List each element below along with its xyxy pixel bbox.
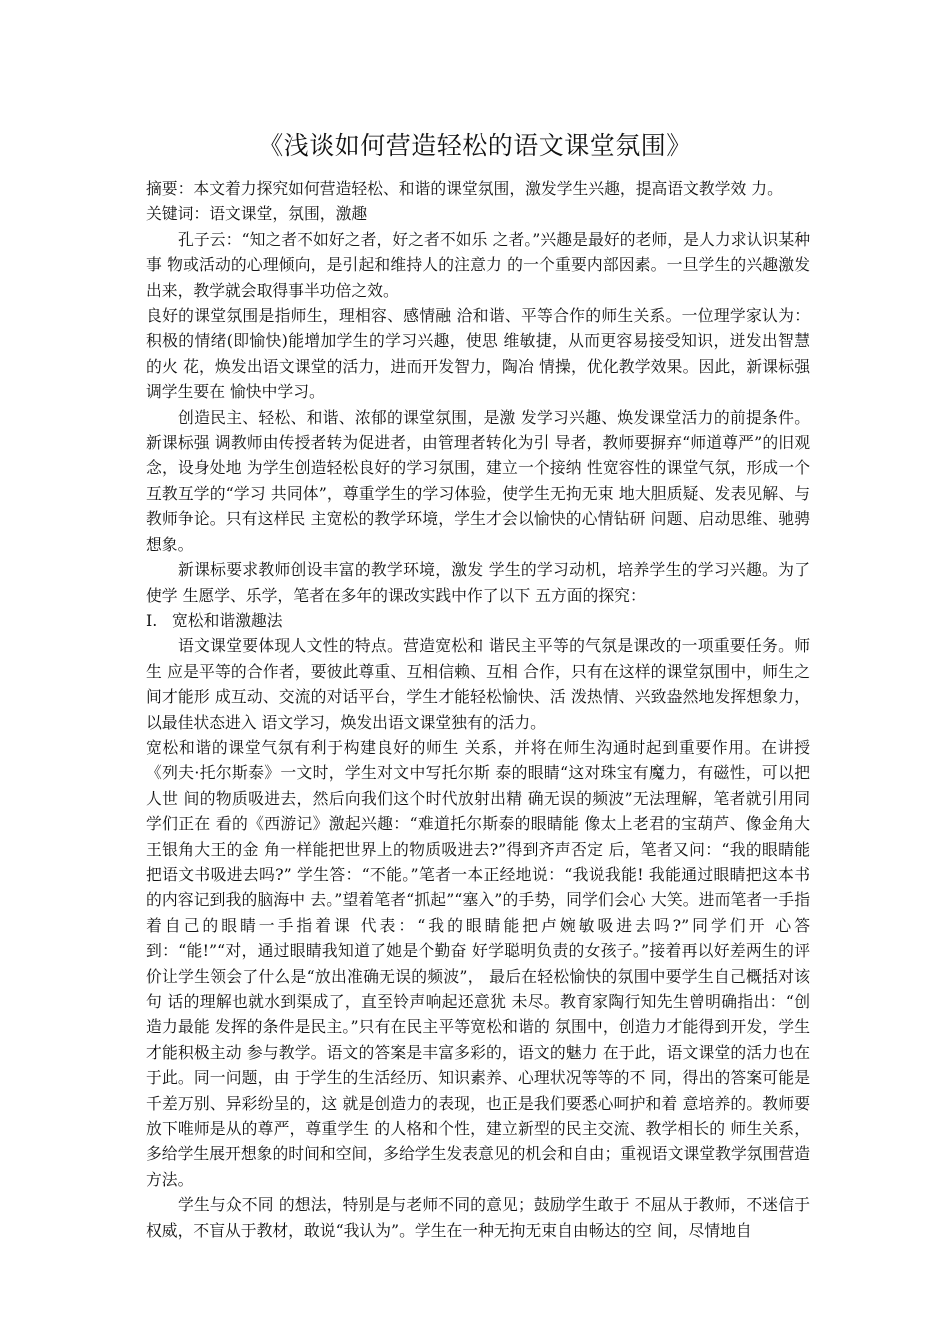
section-title: 宽松和谐激趣法 <box>172 610 283 630</box>
paragraph-5: 语文课堂要体现人文性的特点。营造宽松和 谐民主平等的气氛是课改的一项重要任务。师生 应是平等的合作者，要彼此尊重、互相信赖、互相 合作，只有在这样的课堂氛围中，师生之间才能形 成互动、交流的对话平台，学生才能轻松愉快、活 泼热情、兴致盎然地发挥想象力，以最佳状态进入 语文学习，焕发出语文课堂独有的活力。 <box>146 636 810 732</box>
abstract: 摘要：本文着力探究如何营造轻松、和谐的课堂氛围，激发学生兴趣，提高语文教学效 力。 <box>146 179 783 198</box>
keywords: 关键词：语文课堂，氛围，激趣 <box>146 204 368 224</box>
section-heading-1 <box>146 608 810 633</box>
document-title: 《浅谈如何营造轻松的语文课堂氛围》 <box>258 131 692 160</box>
paragraph-6: 宽松和谐的课堂气氛有利于构建良好的师生 关系，并将在师生沟通时起到重要作用。在讲授《列夫·托尔斯泰》一文时，学生对文中写托尔斯 泰的眼睛“这对珠宝有魔力，有磁性，可以把人世 间的物质吸进去，然后向我们这个时代放射出精 确无误的频波”无法理解，笔者就引用同学们正在 看的《西游记》激起兴趣：“难道托尔斯泰的眼睛能 像太上老君的宝葫芦、像金角大王银角大王的金 角一样能把世界上的物质吸进去?”得到齐声否定 后，笔者又问：“我的眼睛能把语文书吸进去吗?” 学生答：“不能。”笔者一本正经地说：“我说我能! 我能通过眼睛把这本书的内容记到我的脑海中 去。”望着笔者“抓起”“塞入”的手势，同学们会心 大笑。进而笔者一手指着自己的眼睛一手指着课 代表：“我的眼睛能把卢婉敏吸进去吗?”同学们开 心答到：“能!”“对，通过眼睛我知道了她是个勤奋 好学聪明负责的女孩子。”接着再以好差两生的评 价让学生领会了什么是“放出准确无误的频波”， 最后在轻松愉快的氛围中要学生自己概括对该句 话的理解也就水到渠成了，直至铃声响起还意犹 未尽。教育家陶行知先生曾明确指出：“创造力最能 发挥的条件是民主。”只有在民主平等宽松和谐的 氛围中，创造力才能得到开发，学生才能积极主动 参与教学。语文的答案是丰富多彩的，语文的魅力 在于此，语文课堂的活力也在于此。同一问题，由 于学生的生活经历、知识素养、心理状况等等的不 同，得出的答案可能是千差万别、异彩纷呈的，这 就是创造力的表现，也正是我们要悉心呵护和着 意培养的。教师要放下唯师是从的尊严，尊重学生 的人格和个性，建立新型的民主交流、教学相长的 师生关系，多给学生展开想象的时间和空间，多给学生发表意见的机会和自由；重视语文课堂教学氛围营造方法。 <box>146 737 810 1189</box>
document-body <box>146 176 810 1243</box>
paragraph-1: 孔子云：“知之者不如好之者，好之者不如乐 之者。”兴趣是最好的老师，是人力求认识某种事 物或活动的心理倾向，是引起和维持人的注意力 的一个重要内部因素。一旦学生的兴趣激发出来，教学就会取得事半功倍之效。 <box>146 229 810 300</box>
paragraph-4: 新课标要求教师创设丰富的教学环境，激发 学生的学习动机，培养学生的学习兴趣。为了使学 生愿学、乐学，笔者在多年的课改实践中作了以下 五方面的探究： <box>146 560 810 605</box>
paragraph-2: 良好的课堂氛围是指师生，理相容、感情融 洽和谐、平等合作的师生关系。一位理学家认为：积极的情绪(即愉快)能增加学生的学习兴趣，使思 维敏捷，从而更容易接受知识，迸发出智慧的火 花，焕发出语文课堂的活力，进而开发智力，陶冶 情操，优化教学效果。因此，新课标强调学生要在 愉快中学习。 <box>146 306 810 402</box>
section-number: I. <box>146 610 158 630</box>
paragraph-3: 创造民主、轻松、和谐、浓郁的课堂氛围，是激 发学习兴趣、焕发课堂活力的前提条件。新课标强 调教师由传授者转为促进者，由管理者转化为引 导者，教师要摒弃“师道尊严”的旧观念，设身处地 为学生创造轻松良好的学习氛围，建立一个接纳 性宽容性的课堂气氛，形成一个互教互学的“学习 共同体”，尊重学生的学习体验，使学生无拘无束 地大胆质疑、发表见解、与教师争论。只有这样民 主宽松的教学环境，学生才会以愉快的心情钻研 问题、启动思维、驰骋想象。 <box>146 407 810 554</box>
paragraph-7: 学生与众不同 的想法，特别是与老师不同的意见；鼓励学生敢于 不屈从于教师，不迷信于权威，不盲从于教材，敢说“我认为”。学生在一种无拘无束自由畅达的空 间，尽情地自 <box>146 1195 810 1240</box>
